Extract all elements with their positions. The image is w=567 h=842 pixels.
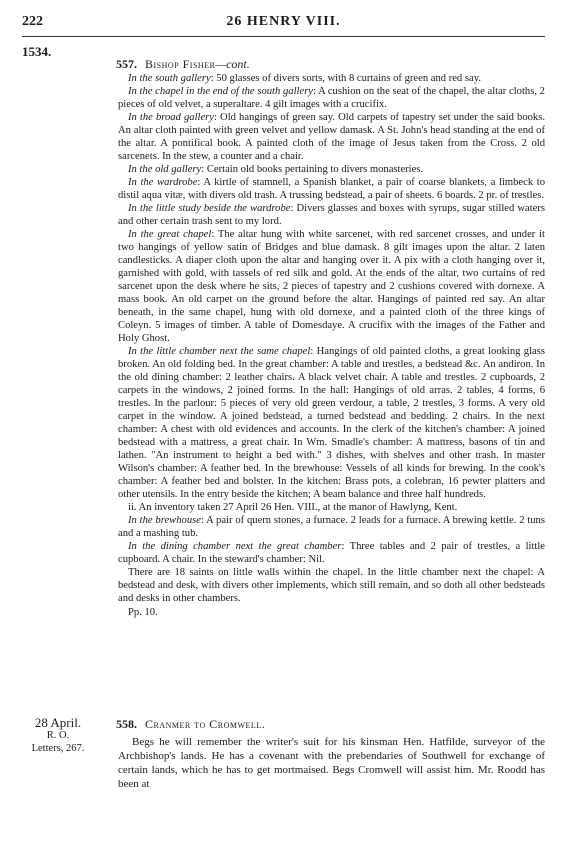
- inventory-paragraph: [118, 72, 545, 85]
- paragraph-text: : A kirtle of stamnell, a Spanish blanket, a pair of coarse blankets, a limbeck to distil aqua vitæ, with divers old trash. A trussing bedstead, a pair of sheets. 6 boards. 2 pr. of trestles.: [118, 177, 545, 201]
- entry-text: Begs he will remember the writer's suit for his kinsman Hen. Hatfilde, surveyor of the Archbishop's lands. He has a covenant with the prebendaries of Southwell for exchange of certain lands, which he has to get mortmaised. Begs Cromwell will assist him. Mr. Roodd has been at: [118, 736, 545, 790]
- page-number: 222: [22, 14, 43, 29]
- entry-cont: —cont.: [215, 57, 250, 71]
- inventory-paragraph: [118, 111, 545, 163]
- inventory-paragraph: [118, 501, 545, 514]
- running-head: 26 HENRY VIII.: [226, 14, 341, 29]
- paragraph-text: There are 18 saints on little walls within the chapel. In the little chamber next the chapel: A bedstead and desk, with divers other implements, which still remain, and so doth all other bedsteads and desks in other chambers.: [118, 567, 545, 604]
- paragraph-text: : Certain old books pertaining to divers monasteries.: [201, 164, 424, 175]
- room-label: In the broad gallery: [128, 112, 214, 123]
- paragraph-text: : A cushion on the seat of the chapel, the altar cloths, 2 pieces of old velvet, a superaltare. 4 gilt images with a crucifix.: [118, 86, 545, 110]
- paragraph-text: : Old hangings of green say. Old carpets of tapestry set under the said books. An altar cloth painted with green velvet and yellow damask. A St. John's head standing at the end of the altar. A pontifical book. A painted cloth of the image of Jesus taken from the Cross. 2 old sarcenets. In the stew, a counter and a chair.: [118, 112, 546, 162]
- paragraph-list: [118, 72, 545, 605]
- inventory-paragraph: [118, 540, 545, 566]
- paragraph-text: : The altar hung with white sarcenet, with red sarcenet crosses, and under it two hangings of yellow satin of Bridges and blue damask. 8 gilt images upon the altar. 2 laten candlesticks. A diaper cloth upon the altar and hanging over it. A pix with a cloth hanging over it, garnished with gold, with tassels of red silk and gold. At the ends of the altar, two curtains of red sarcenet upon the desk where he sits, 2 pieces of tapestry and 2 cushions covered with dornexe. A mass book. An old carpet on the ground before the altar. Hangings of painted red say. An altar beneath, in the same chapel, hung with old dornexe, and a painted cloth of the three kings of Coleyn. 5 images of timber. A table of Domesdaye. A crucifix with the images of the Father and Holy Ghost.: [118, 229, 545, 344]
- margin-source: R. O.: [46, 730, 70, 741]
- paragraph-text: : Divers glasses and boxes with syrups, sugar stilled waters and other certain trash sent to my lord.: [118, 203, 546, 227]
- inventory-paragraph: [118, 202, 545, 228]
- page-header: [22, 14, 545, 32]
- margin-reference: Letters, 267.: [31, 743, 85, 754]
- header-rule: [22, 36, 545, 37]
- inventory-paragraph: [118, 514, 545, 540]
- entry-558: [118, 718, 545, 791]
- margin-note-558: [18, 716, 98, 755]
- paragraph-text: : 50 glasses of divers sorts, with 8 curtains of green and red say.: [210, 73, 481, 84]
- room-label: In the south gallery: [128, 73, 211, 84]
- entry-557: [118, 58, 545, 619]
- paragraph-text: : Three tables and 2 pair of trestles, a little cupboard. A chair. In the steward's chamber: Nil.: [118, 541, 545, 565]
- inventory-paragraph: [118, 163, 545, 176]
- paragraph-text: ii. An inventory taken 27 April 26 Hen. VIII., at the manor of Hawlyng, Kent.: [128, 502, 458, 513]
- margin-date: 28 April.: [34, 715, 82, 730]
- room-label: In the wardrobe: [128, 177, 198, 188]
- room-label: In the little chamber next the same chapel: [128, 346, 311, 357]
- entry-heading: [116, 718, 545, 731]
- room-label: In the old gallery: [128, 164, 202, 175]
- room-label: In the dining chamber next the great chamber: [128, 541, 342, 552]
- room-label: In the chapel in the end of the south gallery: [128, 86, 314, 97]
- page-count: Pp. 10.: [128, 607, 158, 618]
- paragraph-text: : A pair of quern stones, a furnace. 2 leads for a furnace. A brewing kettle. 2 tuns and a mashing tub.: [118, 515, 545, 539]
- inventory-paragraph: [118, 566, 545, 605]
- inventory-paragraph: [118, 176, 545, 202]
- entry-name: Cranmer to Cromwell.: [145, 717, 266, 731]
- room-label: In the brewhouse: [128, 515, 201, 526]
- entry-heading: [116, 58, 545, 71]
- entry-number: 558.: [116, 717, 137, 731]
- year-label: 1534.: [22, 44, 52, 59]
- room-label: In the great chapel: [128, 229, 212, 240]
- entry-number: 557.: [116, 57, 137, 71]
- room-label: In the little study beside the wardrobe: [128, 203, 291, 214]
- inventory-paragraph: [118, 345, 545, 501]
- inventory-paragraph: [118, 228, 545, 345]
- paragraph-text: : Hangings of old painted cloths, a great looking glass broken. An old folding bed. In the great chamber: A table and trestles, a bedstead &c. An andiron. In the old dining chamber: 2 leather chairs. A black velvet chair. A table and trestles. 2 cupboards, 2 carpets in the windows, 2 joined forms. In the hall: Hangings of old arras. 2 tables, 4 forms, 6 trestles. In the parlour: 5 pieces of very old green verdour, a table, 2 trestles, 3 forms. A very old carpet in the window. A joined bedstead, a turned bedstead and bedding. 2 chairs. In the next chamber: A chest with old evidences and accounts. In the clerk of the kitchen's chamber: A joined bedstead with a mattress, a great chair. In Wm. Smadle's chamber: A mattress, basons of tin and lathen. "An instrument to height a bed with." 3 dishes, with shelves and other trash. In master Wilson's chamber: A feather bed. In the brewhouse: Vessels of all kinds for brewing. In the cook's chamber: A feather bed and bolster. In the kitchen: Brass pots, a colebran, 16 pewter platters and other utensils. In the entry beside the kitchen; A beam balance and three half hundreds.: [118, 346, 545, 500]
- inventory-paragraph: [118, 85, 545, 111]
- entry-name: Bishop Fisher: [145, 57, 216, 71]
